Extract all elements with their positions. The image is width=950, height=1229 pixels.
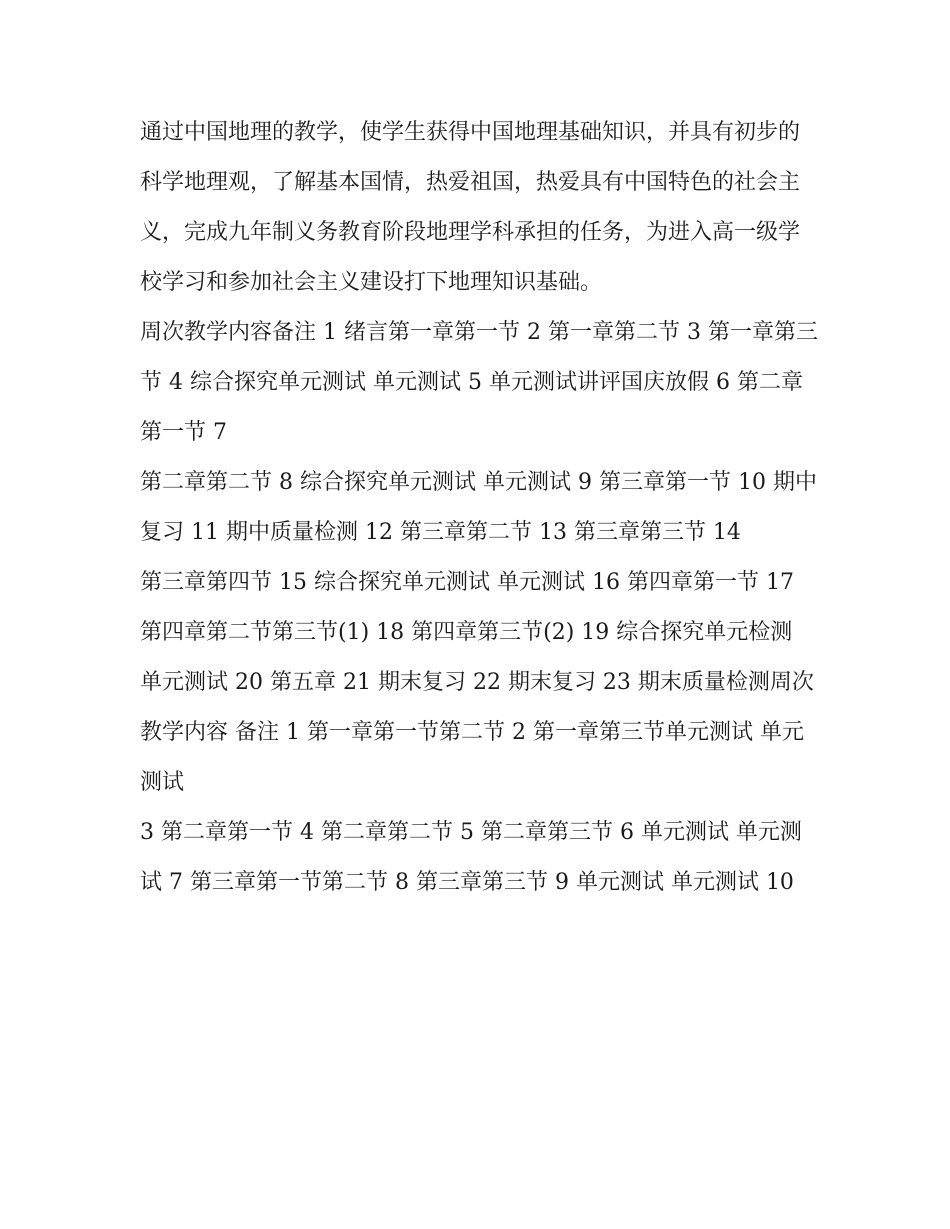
paragraph-schedule-5: 3 第二章第一节 4 第二章第二节 5 第二章第三节 6 单元测试 单元测试 7 第三章第一节第二节 8 第三章第三节 9 单元测试 单元测试 10 [140,820,802,895]
paragraph-schedule-3: 第三章第四节 15 综合探究单元测试 单元测试 16 第四章第一节 17 第四章第二节第三节(1) 18 第四章第三节(2) 19 综合探究单元检测 [140,570,794,645]
paragraph-schedule-4: 单元测试 20 第五章 21 期末复习 22 期末复习 23 期末质量检测周次 教学内容 备注 1 第一章第一节第二节 2 第一章第三节单元测试 单元测试 [140,670,814,795]
paragraph-schedule-2: 第二章第二节 8 综合探究单元测试 单元测试 9 第三章第一节 10 期中复习 11 期中质量检测 12 第三章第二节 13 第三章第三节 14 [140,470,817,545]
paragraph-schedule-1: 周次教学内容备注 1 绪言第一章第一节 2 第一章第二节 3 第一章第三节 4 综合探究单元测试 单元测试 5 单元测试讲评国庆放假 6 第二章第一节 7 [140,320,818,445]
document-body [140,108,820,908]
paragraph-intro: 通过中国地理的教学，使学生获得中国地理基础知识，并具有初步的科学地理观，了解基本国情，热爱祖国，热爱具有中国特色的社会主义，完成九年制义务教育阶段地理学科承担的任务，为进入高一级学校学习和参加社会主义建设打下地理知识基础。 [140,120,801,295]
